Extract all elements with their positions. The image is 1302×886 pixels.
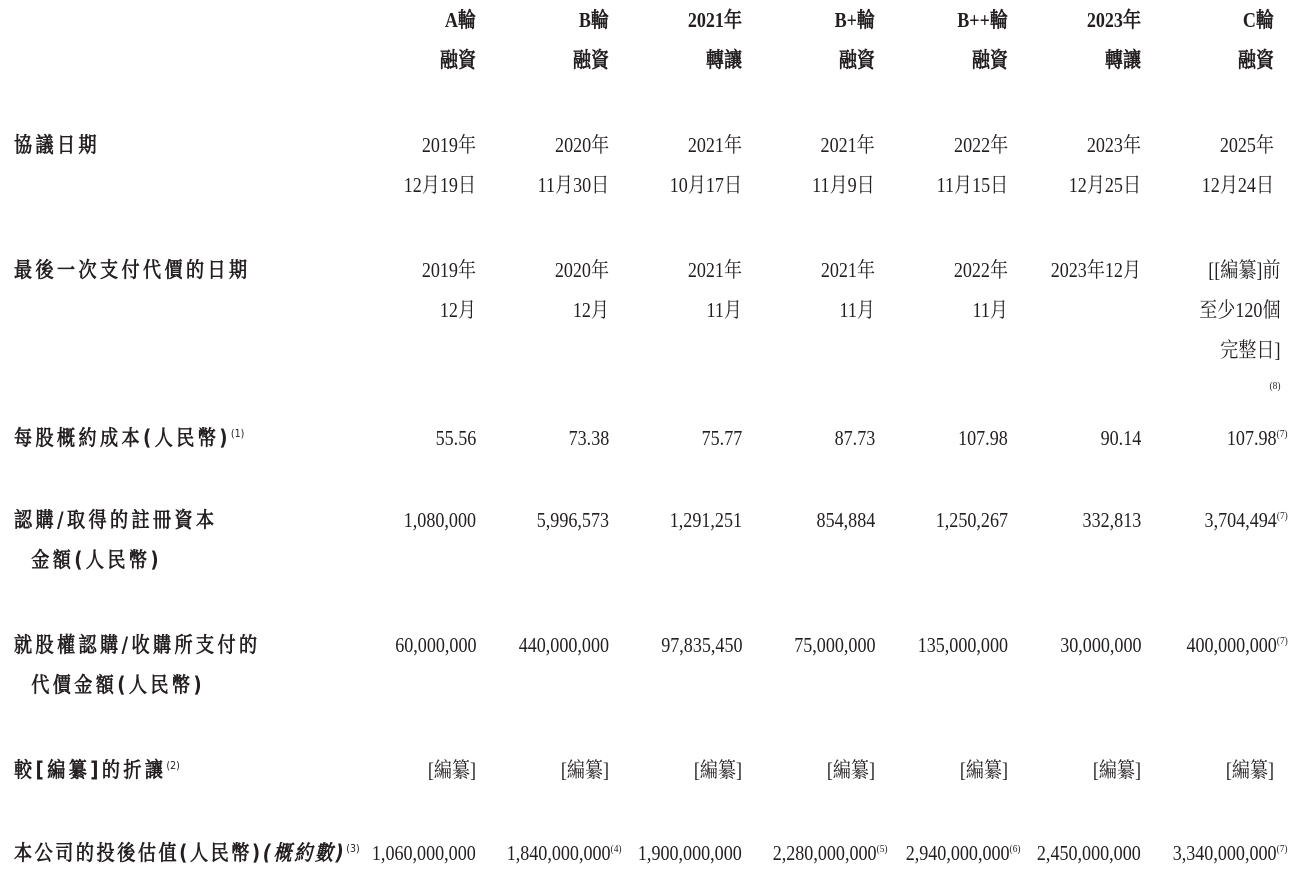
footnote-ref: (1) bbox=[230, 427, 245, 440]
column-header-c: C輪 融資 bbox=[1237, 8, 1274, 72]
cost-per-share-b: 73.38 bbox=[568, 426, 609, 450]
row-label-last-payment-date: 最後一次支付代價的日期 bbox=[14, 258, 251, 282]
consideration-b: 440,000,000 bbox=[518, 633, 609, 657]
last-payment-date-2021-transfer: 2021年 11月 bbox=[687, 258, 742, 322]
valuation-2021-transfer: 1,900,000,000 bbox=[638, 841, 742, 865]
footnote-ref: (3) bbox=[346, 842, 360, 855]
row-label-agreement-date: 協議日期 bbox=[14, 133, 100, 157]
agreement-date-a: 2019年 12月19日 bbox=[403, 133, 476, 197]
row-label-cost-per-share: 每股概約成本(人民幣)$^{(1)}$ bbox=[14, 426, 245, 450]
agreement-date-2023-transfer: 2023年 12月25日 bbox=[1068, 133, 1141, 197]
footnote-ref: (7) bbox=[1276, 510, 1288, 522]
registered-capital-b-plus: 854,884 bbox=[816, 508, 875, 532]
footnote-ref: (8) bbox=[1268, 380, 1280, 392]
discount-b-plus: [編纂] bbox=[826, 758, 875, 782]
consideration-a: 60,000,000 bbox=[394, 633, 476, 657]
agreement-date-2021-transfer: 2021年 10月17日 bbox=[669, 133, 742, 197]
footnote-ref: (7) bbox=[1276, 428, 1288, 440]
footnote-ref: (5) bbox=[876, 843, 888, 855]
column-header-b: B輪 融資 bbox=[572, 8, 609, 72]
column-header-a: A輪 融資 bbox=[439, 8, 476, 72]
footnote-ref: (7) bbox=[1276, 635, 1288, 647]
footnote-ref: (2) bbox=[166, 759, 180, 772]
last-payment-date-b: 2020年 12月 bbox=[554, 258, 609, 322]
row-label-discount: 較[編纂]的折讓$^{(2)}$ bbox=[14, 758, 180, 782]
discount-2023-transfer: [編纂] bbox=[1092, 758, 1141, 782]
row-label-consideration: 就股權認購/收購所支付的 代價金額(人民幣) bbox=[14, 633, 261, 697]
discount-b: [編纂] bbox=[560, 758, 609, 782]
cost-per-share-2021-transfer: 75.77 bbox=[701, 426, 742, 450]
column-header-b-plus-plus: B++輪 融資 bbox=[957, 8, 1008, 72]
last-payment-date-2023-transfer: 2023年12月 bbox=[1050, 258, 1141, 282]
footnote-ref: (7) bbox=[1276, 843, 1288, 855]
agreement-date-b: 2020年 11月30日 bbox=[537, 133, 609, 197]
discount-c: [編纂] bbox=[1225, 758, 1274, 782]
cost-per-share-2023-transfer: 90.14 bbox=[1100, 426, 1141, 450]
valuation-b-plus: 2,280,000,000$^{(5)}$ bbox=[773, 841, 888, 865]
footnote-ref: (6) bbox=[1009, 843, 1021, 855]
column-header-2021-transfer: 2021年 轉讓 bbox=[687, 8, 742, 72]
row-label-valuation: 本公司的投後估值(人民幣)(概約數)$^{(3)}$ bbox=[14, 841, 360, 865]
consideration-c: 400,000,000$^{(7)}$ bbox=[1186, 633, 1288, 657]
consideration-b-plus-plus: 135,000,000 bbox=[917, 633, 1008, 657]
column-header-b-plus: B+輪 融資 bbox=[834, 8, 875, 72]
column-header-2023-transfer: 2023年 轉讓 bbox=[1086, 8, 1141, 72]
cost-per-share-b-plus-plus: 107.98 bbox=[958, 426, 1008, 450]
valuation-b: 1,840,000,000$^{(4)}$ bbox=[507, 841, 622, 865]
registered-capital-a: 1,080,000 bbox=[403, 508, 476, 532]
last-payment-date-b-plus: 2021年 11月 bbox=[820, 258, 875, 322]
cost-per-share-c: 107.98$^{(7)}$ bbox=[1227, 426, 1288, 450]
registered-capital-b: 5,996,573 bbox=[536, 508, 609, 532]
last-payment-date-b-plus-plus: 2022年 11月 bbox=[953, 258, 1008, 322]
last-payment-date-c: [[編纂]前 至少120個 完整日] $^{(8)}$ bbox=[1198, 258, 1280, 392]
discount-b-plus-plus: [編纂] bbox=[959, 758, 1008, 782]
consideration-2023-transfer: 30,000,000 bbox=[1059, 633, 1141, 657]
cost-per-share-b-plus: 87.73 bbox=[834, 426, 875, 450]
agreement-date-b-plus-plus: 2022年 11月15日 bbox=[936, 133, 1008, 197]
row-label-registered-capital: 認購/取得的註冊資本 金額(人民幣) bbox=[14, 508, 218, 572]
registered-capital-2023-transfer: 332,813 bbox=[1082, 508, 1141, 532]
discount-2021-transfer: [編纂] bbox=[693, 758, 742, 782]
agreement-date-b-plus: 2021年 11月9日 bbox=[812, 133, 875, 197]
registered-capital-c: 3,704,494$^{(7)}$ bbox=[1204, 508, 1288, 532]
footnote-ref: (4) bbox=[610, 843, 622, 855]
consideration-2021-transfer: 97,835,450 bbox=[660, 633, 742, 657]
registered-capital-2021-transfer: 1,291,251 bbox=[669, 508, 742, 532]
valuation-c: 3,340,000,000$^{(7)}$ bbox=[1173, 841, 1288, 865]
valuation-a: 1,060,000,000 bbox=[372, 841, 476, 865]
consideration-b-plus: 75,000,000 bbox=[793, 633, 875, 657]
valuation-b-plus-plus: 2,940,000,000$^{(6)}$ bbox=[906, 841, 1021, 865]
agreement-date-c: 2025年 12月24日 bbox=[1201, 133, 1274, 197]
last-payment-date-a: 2019年 12月 bbox=[421, 258, 476, 322]
registered-capital-b-plus-plus: 1,250,267 bbox=[935, 508, 1008, 532]
discount-a: [編纂] bbox=[427, 758, 476, 782]
cost-per-share-a: 55.56 bbox=[435, 426, 476, 450]
valuation-2023-transfer: 2,450,000,000 bbox=[1037, 841, 1141, 865]
